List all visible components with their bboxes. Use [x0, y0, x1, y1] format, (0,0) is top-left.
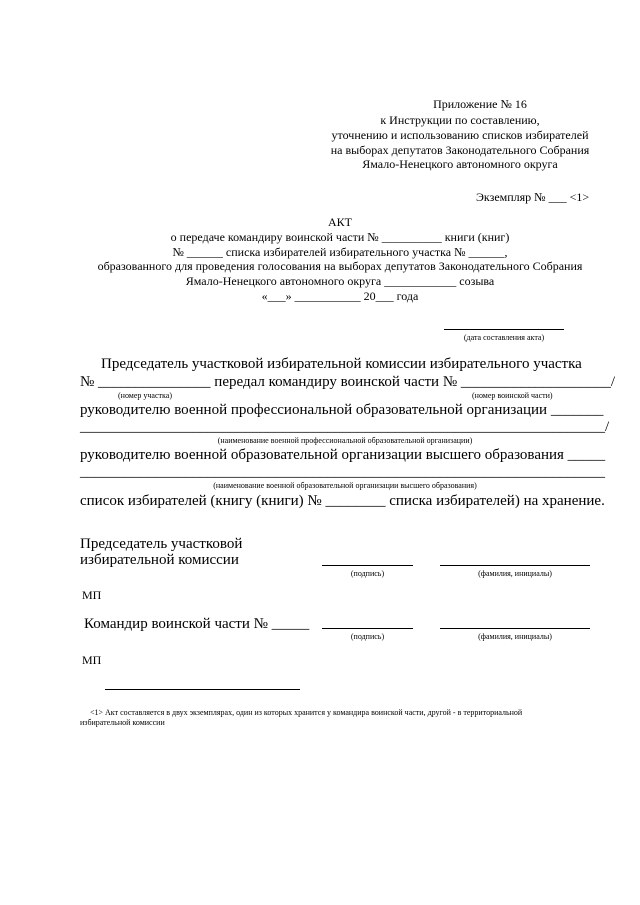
act-line: № ______ списка избирателей избирательного участка № ______, [172, 245, 508, 259]
act-line: образованного для проведения голосования на выборах депутатов Законодательного Собрания [97, 259, 583, 273]
chair-name-caption: (фамилия, инициалы) [478, 569, 552, 578]
body-line-2: № _______________ передал командиру воинской части № ____________________/ [80, 374, 616, 390]
body-line-6: ______________________________________________________________________ [80, 464, 605, 480]
appendix-line: на выборах депутатов Законодательного Собрания [330, 143, 590, 157]
caption-higher-org: (наименование военной образовательной организации высшего образования) [213, 481, 477, 490]
body-line-1: Председатель участковой избирательной комиссии избирательного участка [101, 356, 582, 372]
chair-title-line1: Председатель участковой [80, 536, 243, 552]
footnote-separator [105, 689, 300, 690]
appendix-line: к Инструкции по составлению, [380, 113, 540, 127]
appendix-title: Приложение № 16 [433, 97, 527, 111]
appendix-line: уточнению и использованию списков избирателей [331, 128, 589, 142]
commander-title: Командир воинской части № _____ [84, 616, 310, 632]
footnote-text-line1: <1> Акт составляется в двух экземплярах, один из которых хранится у командира воинской части, другой - в территориальной [90, 708, 523, 717]
chair-name-line [440, 565, 590, 566]
body-line-5: руководителю военной образовательной организации высшего образования _____ [80, 447, 606, 463]
act-date-caption: (дата составления акта) [463, 333, 545, 342]
commander-signature-line [322, 628, 413, 629]
footnote-text-line2: избирательной комиссии [80, 718, 165, 727]
seal-mark-2: МП [82, 653, 102, 667]
act-date-line: «___» ___________ 20___ года [261, 289, 419, 303]
caption-prof-org: (наименование военной профессиональной образовательной организации) [217, 436, 473, 445]
body-line-4: ______________________________________________________________________/ [80, 419, 610, 435]
body-line-7: список избирателей (книгу (книги) № ________ списка избирателей) на хранение. [80, 493, 605, 509]
caption-unit-number: (номер воинской части) [472, 391, 553, 400]
act-line: Ямало-Ненецкого автономного округа ____________ созыва [185, 274, 495, 288]
seal-mark-1: МП [82, 588, 102, 602]
commander-signature-caption: (подпись) [350, 632, 385, 641]
body-line-3: руководителю военной профессиональной образовательной организации _______ [80, 402, 604, 418]
copy-number: Экземпляр № ___ <1> [476, 190, 590, 204]
chair-title-line2: избирательной комиссии [80, 552, 239, 568]
appendix-line: Ямало-Ненецкого автономного округа [362, 157, 558, 171]
commander-name-caption: (фамилия, инициалы) [478, 632, 552, 641]
chair-signature-line [322, 565, 413, 566]
commander-name-line [440, 628, 590, 629]
caption-station-number: (номер участка) [118, 391, 173, 400]
act-line: о передаче командиру воинской части № __________ книги (книг) [170, 230, 510, 244]
act-title: АКТ [328, 215, 352, 229]
chair-signature-caption: (подпись) [350, 569, 385, 578]
act-date-underline [444, 329, 564, 330]
